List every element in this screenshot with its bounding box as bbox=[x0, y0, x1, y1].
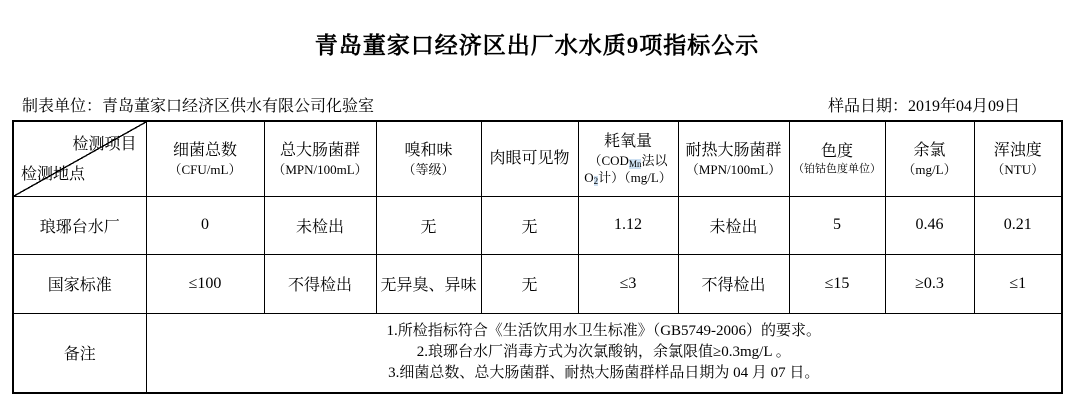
standard-oxygen-consumption: ≤3 bbox=[578, 254, 678, 313]
table-row-standard bbox=[13, 254, 1062, 313]
column-header-oxygen-consumption: 耗氧量 （$COD_{Mn}$法以 $O_2$计）（mg/L） bbox=[578, 121, 678, 196]
remarks-content bbox=[146, 313, 1062, 393]
row-label-plant: 琅琊台水厂 bbox=[13, 196, 146, 254]
value-odor-taste: 无 bbox=[376, 196, 481, 254]
standard-thermotolerant-coliform: 不得检出 bbox=[678, 254, 789, 313]
water-quality-table bbox=[12, 120, 1063, 394]
column-header-thermotolerant-coliform: 耐热大肠菌群 （MPN/100mL） bbox=[678, 121, 789, 196]
value-residual-chlorine: 0.46 bbox=[885, 196, 974, 254]
remark-line-2: 2.琅琊台水厂消毒方式为次氯酸钠，余氯限值≥0.3mg/L 。 bbox=[416, 344, 791, 361]
remarks-label: 备注 bbox=[13, 313, 146, 393]
value-thermotolerant-coliform: 未检出 bbox=[678, 196, 789, 254]
cod-mn-subscript: Mn bbox=[628, 159, 642, 170]
meta-row bbox=[0, 93, 1074, 116]
standard-odor-taste: 无异臭、异味 bbox=[376, 254, 481, 313]
value-chroma: 5 bbox=[789, 196, 885, 254]
column-header-total-coliform: 总大肠菌群 （MPN/100mL） bbox=[264, 121, 376, 196]
corner-label-locations: 检测地点 bbox=[21, 165, 86, 183]
remark-line-3: 3.细菌总数、总大肠菌群、耐热大肠菌群样品日期为 04 月 07 日。 bbox=[388, 365, 820, 382]
standard-turbidity: ≤1 bbox=[974, 254, 1062, 313]
column-header-residual-chlorine: 余氯 （mg/L） bbox=[885, 121, 974, 196]
o2-subscript: 2 bbox=[593, 176, 599, 187]
standard-bacteria-count: ≤100 bbox=[146, 254, 264, 313]
value-turbidity: 0.21 bbox=[974, 196, 1062, 254]
page-title: 青岛董家口经济区出厂水水质9项指标公示 bbox=[314, 33, 760, 58]
row-label-standard: 国家标准 bbox=[13, 254, 146, 313]
standard-total-coliform: 不得检出 bbox=[264, 254, 376, 313]
table-row-remarks bbox=[13, 313, 1062, 393]
value-oxygen-consumption: 1.12 bbox=[578, 196, 678, 254]
column-header-turbidity: 浑浊度 （NTU） bbox=[974, 121, 1062, 196]
remark-line-1: 1.所检指标符合《生活饮用水卫生标准》（GB5749-2006）的要求。 bbox=[386, 323, 822, 340]
standard-visible-matter: 无 bbox=[481, 254, 578, 313]
corner-cell bbox=[13, 121, 146, 196]
sample-date-label: 样品日期：2019年04月09日 bbox=[827, 98, 1020, 115]
column-header-visible-matter: 肉眼可见物 bbox=[481, 121, 578, 196]
column-header-bacteria-count: 细菌总数 （CFU/mL） bbox=[146, 121, 264, 196]
table-row-plant bbox=[13, 196, 1062, 254]
value-bacteria-count: 0 bbox=[146, 196, 264, 254]
column-header-odor-taste: 嗅和味 （等级） bbox=[376, 121, 481, 196]
value-visible-matter: 无 bbox=[481, 196, 578, 254]
header-row bbox=[13, 121, 1062, 196]
prepared-by-label: 制表单位：青岛董家口经济区供水有限公司化验室 bbox=[22, 98, 375, 115]
corner-label-items: 检测项目 bbox=[72, 136, 137, 153]
value-total-coliform: 未检出 bbox=[264, 196, 376, 254]
standard-residual-chlorine: ≥0.3 bbox=[885, 254, 974, 313]
column-header-chroma: 色度 （铂钴色度单位） bbox=[789, 121, 885, 196]
standard-chroma: ≤15 bbox=[789, 254, 885, 313]
